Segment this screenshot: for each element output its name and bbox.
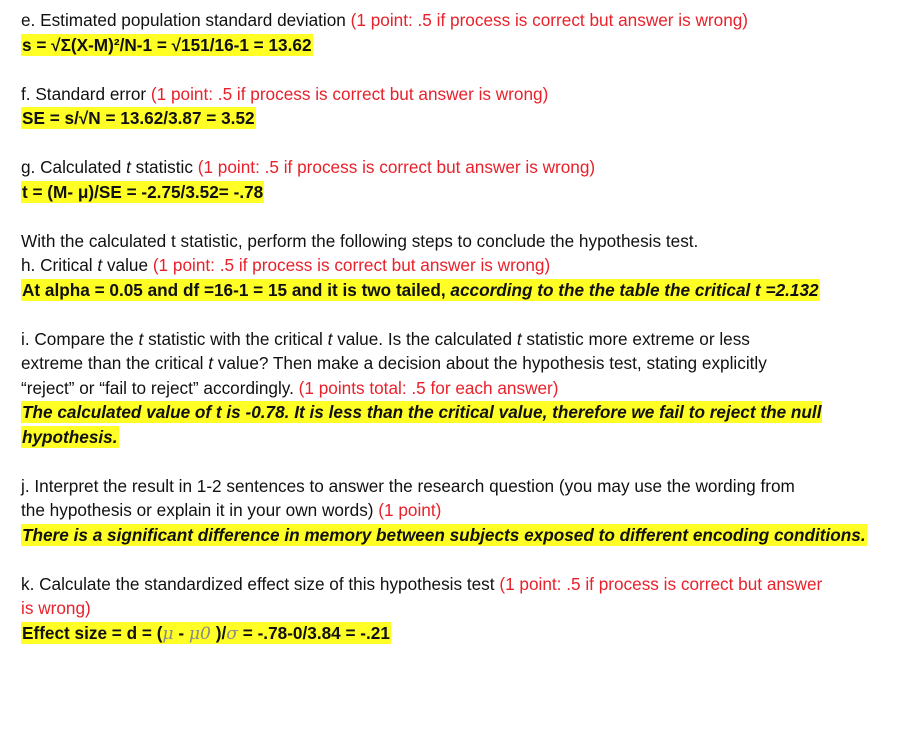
question-h-points: (1 point: .5 if process is correct but answer is wrong): [152, 255, 551, 275]
question-h-label-pre: h. Critical: [21, 255, 98, 275]
question-k-line-1: [21, 572, 891, 597]
sigma-symbol: σ: [226, 623, 238, 644]
question-i-t: t: [138, 328, 144, 349]
question-i-points: (1 points total: .5 for each answer): [298, 377, 559, 398]
answer-k-text: -: [173, 622, 189, 643]
question-k-label: k. Calculate the standardized effect size of this hypothesis test: [21, 573, 500, 594]
question-i-line-2: [21, 351, 891, 376]
question-e-points: (1 point: .5 if process is correct but answer is wrong): [350, 10, 749, 30]
question-g: [21, 155, 891, 180]
answer-g: t = (M- μ)/SE = -2.75/3.52= -.78: [22, 181, 264, 202]
answer-i-row-2: [21, 425, 891, 450]
answer-i-line-2: hypothesis.: [22, 426, 118, 447]
answer-f: SE = s/√N = 13.62/3.87 = 3.52: [22, 108, 255, 128]
question-k-points: (1 point: .5 if process is correct but answer: [499, 573, 823, 594]
question-i-text: statistic with the critical: [143, 328, 328, 349]
question-i-t: t: [516, 328, 522, 349]
document-page: [21, 0, 891, 646]
question-i-text: “reject” or “fail to reject” accordingly.: [21, 377, 299, 398]
mu-symbol: μ: [162, 623, 174, 644]
answer-j-row: [21, 523, 891, 548]
question-i-line-1: [21, 327, 891, 352]
question-g-label-t: t: [126, 157, 131, 177]
question-j-points: (1 point): [378, 500, 442, 520]
question-h-label-t: t: [97, 255, 103, 275]
question-h: [21, 253, 891, 278]
answer-k-row: [21, 621, 891, 647]
question-f-label: f. Standard error: [21, 83, 151, 104]
question-j-line-1: j. Interpret the result in 1-2 sentences to answer the research question (you may use the wording from: [21, 475, 795, 496]
question-i-t: t: [208, 353, 214, 373]
answer-j: There is a significant difference in memory between subjects exposed to different encoding conditions.: [22, 524, 866, 545]
answer-i-row-1: [21, 400, 891, 425]
question-i-text: value? Then make a decision about the hypothesis test, stating explicitly: [213, 353, 767, 373]
question-i-text: extreme than the critical: [21, 353, 209, 373]
question-i-t: t: [327, 328, 333, 349]
answer-k-text: Effect size = d = (: [22, 622, 163, 643]
question-g-points: (1 point: .5 if process is correct but answer is wrong): [197, 157, 596, 177]
answer-h-italic: according to the the table the critical t =2.132: [450, 279, 819, 300]
question-f-points: (1 point: .5 if process is correct but answer is wrong): [150, 83, 549, 104]
answer-e: s = √Σ(X-M)²/N-1 = √151/16-1 = 13.62: [22, 34, 312, 55]
question-i-text: statistic more extreme or less: [521, 328, 750, 349]
question-k-line-2: [21, 596, 891, 621]
answer-h: [21, 279, 820, 301]
instruction-text: With the calculated t statistic, perform the following steps to conclude the hypothesis test.: [21, 230, 699, 251]
question-i-text: i. Compare the: [21, 328, 139, 349]
answer-g-row: [21, 180, 891, 205]
question-j-text: the hypothesis or explain it in your own words): [21, 500, 379, 520]
answer-e-row: [21, 33, 891, 58]
answer-k: [21, 622, 391, 644]
question-i-text: value. Is the calculated: [332, 328, 517, 349]
answer-f-row: [21, 106, 891, 131]
answer-k-text: )/: [210, 622, 227, 643]
question-i-line-3: [21, 376, 891, 401]
question-f: [21, 82, 891, 107]
answer-k-text: = -.78-0/3.84 = -.21: [238, 622, 390, 643]
question-e: [21, 8, 891, 33]
question-j-line-2: [21, 498, 891, 523]
question-k-points: is wrong): [21, 598, 91, 618]
mu0-symbol: μ0: [188, 623, 211, 644]
question-g-label-pre: g. Calculated: [21, 157, 127, 177]
answer-i-line-1: The calculated value of t is -0.78. It is less than the critical value, therefore we fail to reject the null: [22, 402, 822, 422]
question-h-label-post: value: [102, 255, 153, 275]
question-g-label-post: statistic: [130, 157, 198, 177]
question-e-label: e. Estimated population standard deviation: [21, 10, 351, 30]
answer-h-bold: At alpha = 0.05 and df =16-1 = 15 and it is two tailed,: [22, 279, 451, 300]
answer-h-row: [21, 278, 891, 303]
